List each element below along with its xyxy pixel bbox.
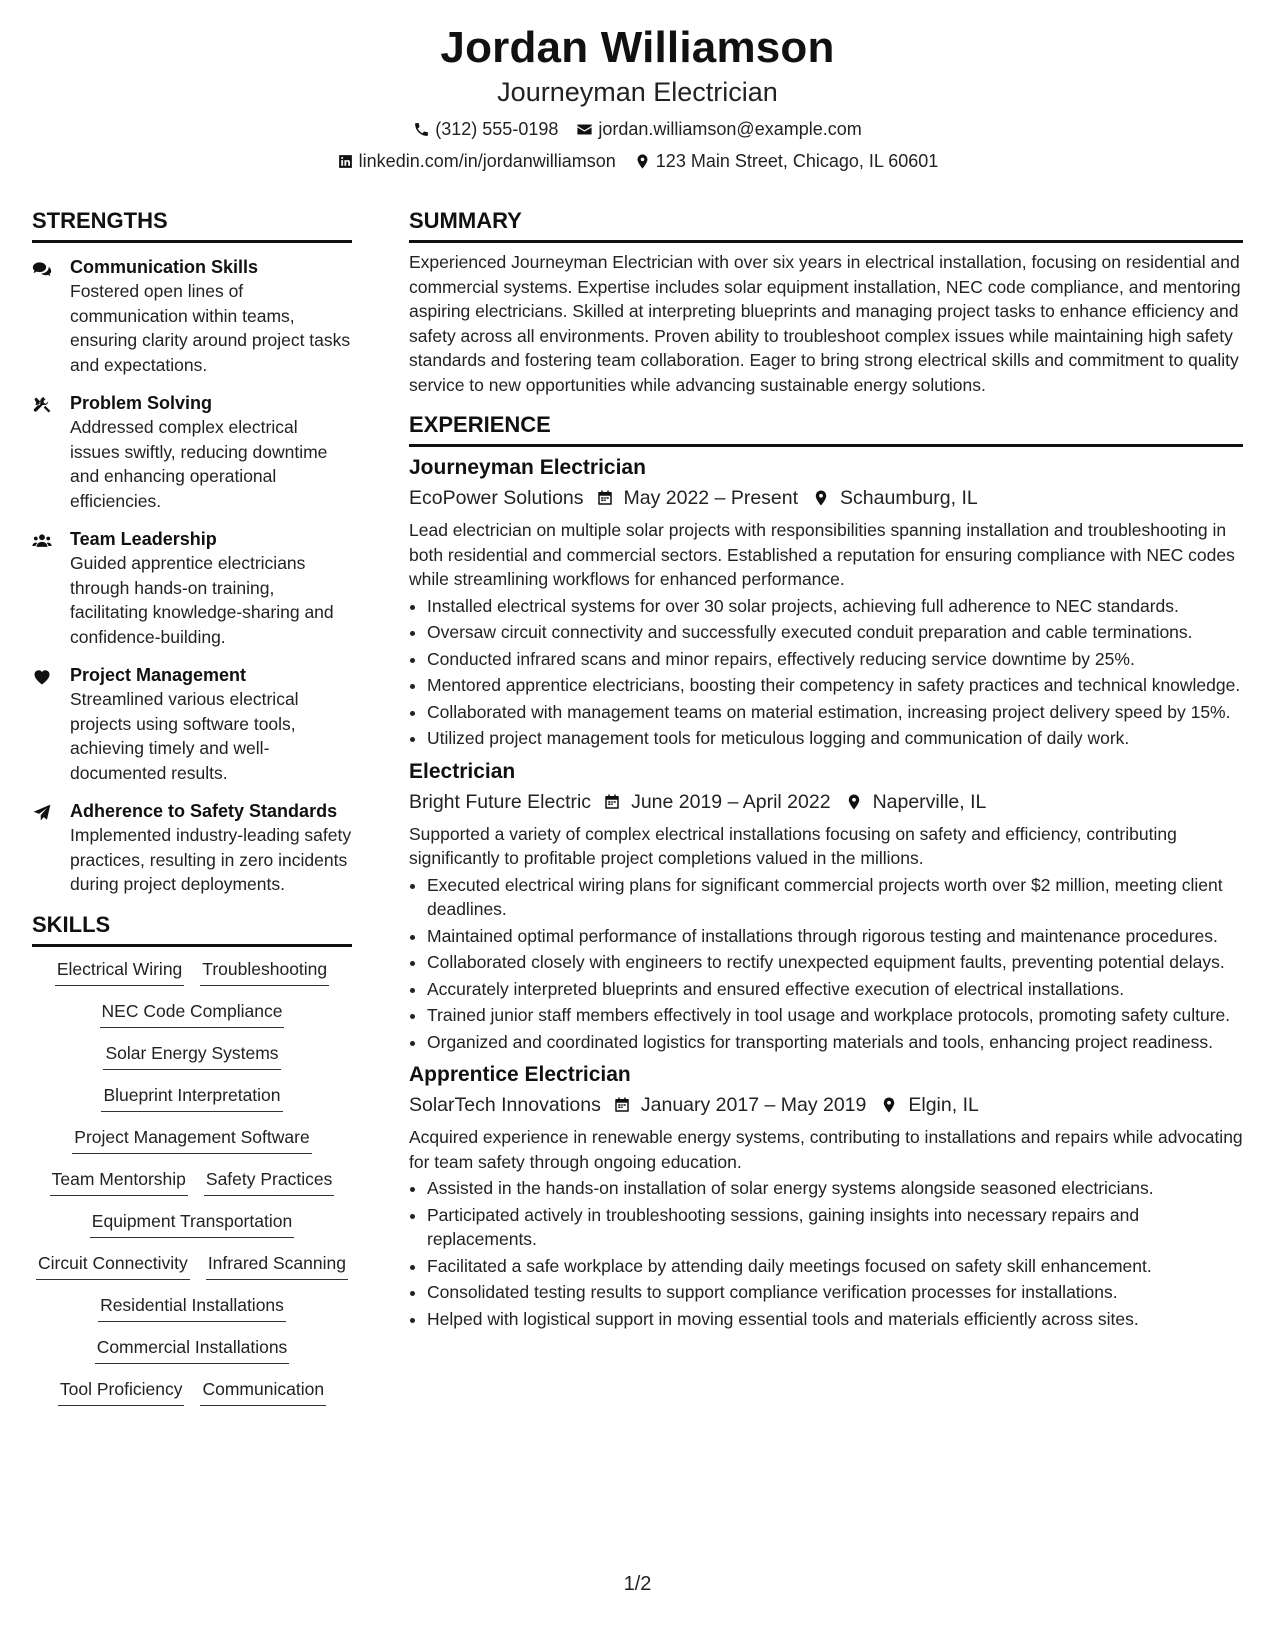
job-location: Elgin, IL xyxy=(908,1094,979,1116)
job-description: Supported a variety of complex electrical installations focusing on safety and efficiency, contributing significantly to profitable project completions valued in the millions. xyxy=(409,823,1177,868)
skill-tag: Commercial Installations xyxy=(95,1335,290,1364)
skill-tag: Tool Proficiency xyxy=(58,1377,185,1406)
calendar-icon xyxy=(613,1096,631,1114)
strengths-heading: STRENGTHS xyxy=(32,207,352,243)
comments-icon xyxy=(32,259,52,279)
resume-header xyxy=(0,22,1275,172)
skills-list xyxy=(32,957,352,1406)
strength-desc: Fostered open lines of communication within teams, ensuring clarity around project tasks and expectations. xyxy=(70,281,351,375)
company-name: Bright Future Electric xyxy=(409,790,592,813)
job-entry xyxy=(409,453,1243,751)
skill-tag: Residential Installations xyxy=(98,1293,286,1322)
calendar-icon xyxy=(596,489,614,507)
strength-item xyxy=(32,255,352,377)
bullet-item: • Oversaw circuit connectivity and successfully executed conduit preparation and cable terminations. xyxy=(427,620,1243,645)
calendar-icon xyxy=(603,793,621,811)
job-title: Journeyman Electrician xyxy=(409,456,646,479)
email-address[interactable]: jordan.williamson@example.com xyxy=(598,119,862,139)
left-column xyxy=(32,207,352,1406)
job-meta xyxy=(409,484,1243,512)
bullet-item: • Maintained optimal performance of installations through rigorous testing and maintenance procedures. xyxy=(427,924,1243,949)
strength-desc: Implemented industry-leading safety practices, resulting in zero incidents during project deployments. xyxy=(70,825,352,894)
bullet-item: • Executed electrical wiring plans for significant commercial projects worth over $2 million, meeting client deadlines. xyxy=(427,873,1243,922)
email-contact[interactable] xyxy=(576,118,861,140)
bullet-item: • Helped with logistical support in moving essential tools and materials efficiently across sites. xyxy=(427,1307,1243,1332)
summary-heading: SUMMARY xyxy=(409,207,1243,243)
strength-desc: Guided apprentice electricians through hands-on training, facilitating knowledge-sharing and confidence-building. xyxy=(70,553,334,647)
map-pin-icon xyxy=(634,153,651,170)
map-pin-icon xyxy=(880,1096,898,1114)
strength-title: Problem Solving xyxy=(70,393,213,413)
map-pin-icon xyxy=(845,793,863,811)
bullet-item: • Facilitated a safe workplace by attending daily meetings focused on safety skill enhancement. xyxy=(427,1254,1243,1279)
envelope-icon xyxy=(576,121,593,138)
strength-title: Communication Skills xyxy=(70,257,259,277)
bullet-item: • Trained junior staff members effectively in tool usage and workplace protocols, promoting safety culture. xyxy=(427,1003,1243,1028)
skill-tag: Safety Practices xyxy=(204,1167,334,1196)
phone-number: (312) 555-0198 xyxy=(435,119,559,139)
strength-item xyxy=(32,391,352,513)
phone-contact xyxy=(413,118,558,140)
skill-tag: Circuit Connectivity xyxy=(36,1251,190,1280)
strength-item xyxy=(32,527,352,649)
heart-icon xyxy=(32,667,52,687)
company-name: SolarTech Innovations xyxy=(409,1094,601,1116)
bullet-item: • Accurately interpreted blueprints and ensured effective execution of electrical installations. xyxy=(427,977,1243,1002)
strength-desc: Streamlined various electrical projects using software tools, achieving timely and well-documented results. xyxy=(70,689,299,783)
job-entry xyxy=(409,757,1243,1055)
contact-row-1 xyxy=(0,118,1275,140)
company-name: EcoPower Solutions xyxy=(409,487,584,509)
skill-tag: Team Mentorship xyxy=(50,1167,188,1196)
job-bullets xyxy=(409,873,1243,1055)
skill-tag: Project Management Software xyxy=(72,1125,311,1154)
linkedin-url[interactable]: linkedin.com/in/jordanwilliamson xyxy=(358,151,616,171)
job-entry xyxy=(409,1060,1243,1331)
bullet-item: • Installed electrical systems for over 30 solar projects, achieving full adherence to NEC standards. xyxy=(427,594,1243,619)
candidate-name: Jordan Williamson xyxy=(440,23,835,72)
job-dates: January 2017 – May 2019 xyxy=(640,1094,867,1116)
job-location: Naperville, IL xyxy=(872,790,987,813)
job-dates: June 2019 – April 2022 xyxy=(631,790,831,813)
right-column xyxy=(409,207,1243,1333)
skills-heading: SKILLS xyxy=(32,911,352,947)
skill-tag: Infrared Scanning xyxy=(206,1251,348,1280)
skill-tag: Blueprint Interpretation xyxy=(101,1083,282,1112)
job-meta xyxy=(409,788,1243,816)
strength-title: Adherence to Safety Standards xyxy=(70,801,338,821)
strengths-list xyxy=(32,255,352,897)
phone-icon xyxy=(413,121,430,138)
strength-title: Team Leadership xyxy=(70,529,217,549)
address-contact xyxy=(634,150,939,172)
bullet-item: • Organized and coordinated logistics for transporting materials and tools, enhancing project readiness. xyxy=(427,1030,1243,1055)
users-icon xyxy=(32,531,52,551)
bullet-item: • Participated actively in troubleshooting sessions, gaining insights into necessary repairs and replacements. xyxy=(427,1203,1243,1252)
skill-tag: Equipment Transportation xyxy=(90,1209,294,1238)
experience-heading: EXPERIENCE xyxy=(409,411,1243,447)
linkedin-contact[interactable] xyxy=(337,150,616,172)
job-description: Lead electrician on multiple solar projects with responsibilities spanning installation and troubleshooting in both residential and commercial sectors. Established a reputation for ensuring compliance with NEC codes while streamlining workflows for enhanced performance. xyxy=(409,520,1235,589)
strength-desc: Addressed complex electrical issues swiftly, reducing downtime and enhancing operational efficiencies. xyxy=(70,417,328,511)
bullet-item: • Collaborated with management teams on material estimation, increasing project delivery speed by 15%. xyxy=(427,700,1243,725)
bullet-item: • Collaborated closely with engineers to rectify unexpected equipment faults, preventing potential delays. xyxy=(427,950,1243,975)
job-description: Acquired experience in renewable energy systems, contributing to installations and repairs while advocating for team safety through ongoing education. xyxy=(409,1127,1243,1172)
skill-tag: Troubleshooting xyxy=(200,957,329,986)
street-address: 123 Main Street, Chicago, IL 60601 xyxy=(655,151,939,171)
skills-section xyxy=(32,911,352,1406)
bullet-item: • Conducted infrared scans and minor repairs, effectively reducing service downtime by 25%. xyxy=(427,647,1243,672)
paper-plane-icon xyxy=(32,803,52,823)
skill-tag: Electrical Wiring xyxy=(55,957,184,986)
page-number: 1/2 xyxy=(623,1573,652,1595)
contact-row-2 xyxy=(0,150,1275,172)
skill-tag: Solar Energy Systems xyxy=(103,1041,280,1070)
map-pin-icon xyxy=(812,489,830,507)
job-bullets xyxy=(409,594,1243,751)
skill-tag: Communication xyxy=(200,1377,326,1406)
bullet-item: • Assisted in the hands-on installation of solar energy systems alongside seasoned electricians. xyxy=(427,1176,1243,1201)
bullet-item: • Mentored apprentice electricians, boosting their competency in safety practices and technical knowledge. xyxy=(427,673,1243,698)
candidate-title: Journeyman Electrician xyxy=(497,77,778,107)
bullet-item: • Consolidated testing results to support compliance verification processes for installations. xyxy=(427,1280,1243,1305)
skill-tag: NEC Code Compliance xyxy=(100,999,285,1028)
job-title: Electrician xyxy=(409,759,516,783)
linkedin-icon xyxy=(337,153,354,170)
strength-title: Project Management xyxy=(70,665,247,685)
tools-icon xyxy=(32,395,52,415)
summary-text: Experienced Journeyman Electrician with over six years in electrical installation, focusing on residential and commercial systems. Expertise includes solar equipment installation, NEC code compliance, and mentoring aspiring electricians. Skilled at interpreting blueprints and managing project tasks to enhance efficiency and safety across all environments. Proven ability to troubleshoot complex issues while maintaining high safety standards and fostering team collaboration. Eager to bring strong electrical skills and commitment to quality service to new opportunities while advancing sustainable energy solutions. xyxy=(409,252,1241,395)
job-meta xyxy=(409,1091,1243,1119)
job-title: Apprentice Electrician xyxy=(409,1063,631,1086)
bullet-item: • Utilized project management tools for meticulous logging and communication of daily work. xyxy=(427,726,1243,751)
job-dates: May 2022 – Present xyxy=(623,487,799,509)
strength-item xyxy=(32,663,352,785)
strength-item xyxy=(32,799,352,897)
job-bullets xyxy=(409,1176,1243,1331)
job-location: Schaumburg, IL xyxy=(840,487,978,509)
